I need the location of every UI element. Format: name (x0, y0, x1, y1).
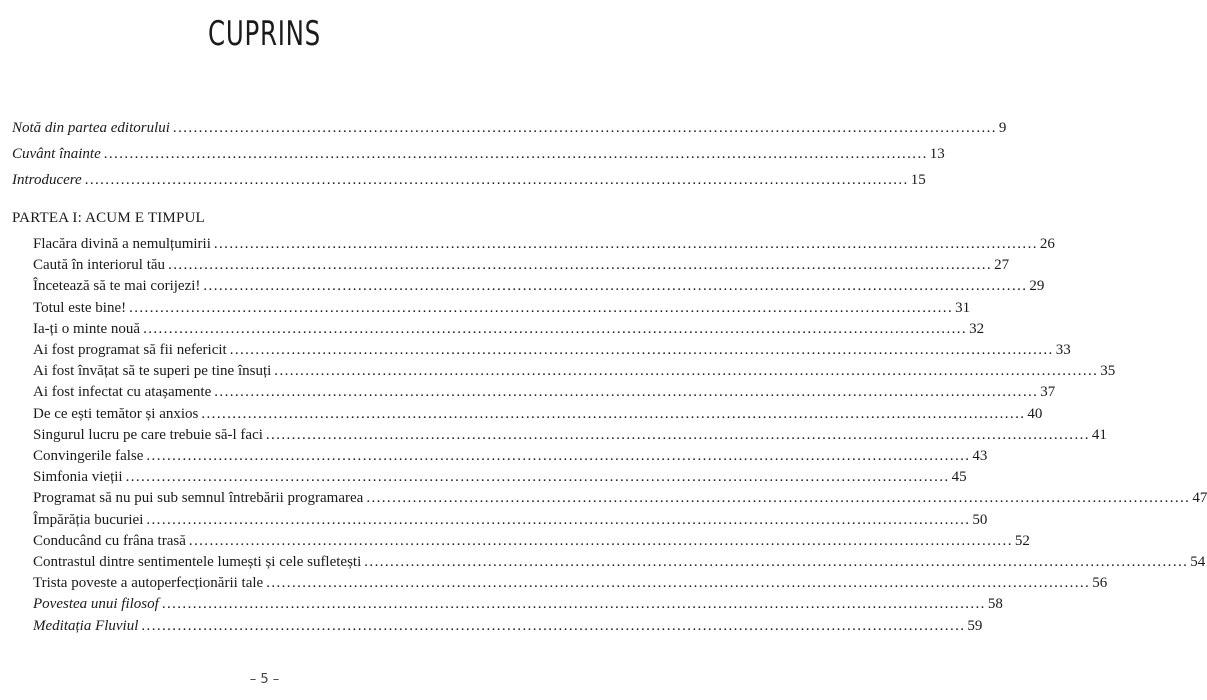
toc-leader: ................................................................................................................................................................ (188, 532, 1013, 549)
toc-entry-page: 56 (1092, 575, 1108, 592)
toc-leader: ................................................................................................................................................................ (203, 278, 1028, 295)
toc-entry-title: Notă din partea editorului (12, 120, 170, 136)
toc-entry-page: 52 (1014, 532, 1030, 549)
toc-entry[interactable] (33, 255, 1010, 275)
toc-leader: ................................................................................................................................................................ (103, 146, 928, 162)
toc-entry-page: 43 (972, 448, 988, 464)
toc-entry[interactable] (33, 616, 983, 636)
toc-entry-page: 35 (1100, 363, 1116, 380)
toc-entry[interactable] (33, 594, 1003, 614)
toc-leader: ................................................................................................................................................................ (201, 405, 1026, 422)
toc-leader: ................................................................................................................................................................ (229, 342, 1054, 358)
toc-entry-title: Împărăția bucuriei (33, 511, 144, 528)
toc-entry-title: Ai fost programat să fii nefericit (33, 342, 227, 358)
toc-leader: ................................................................................................................................................................ (366, 490, 1191, 507)
toc-entry-title: Ai fost infectat cu atașamente (33, 384, 212, 401)
toc-leader: ................................................................................................................................................................ (213, 236, 1038, 252)
toc-leader: ................................................................................................................................................................ (129, 299, 954, 316)
toc-leader: ................................................................................................................................................................ (141, 617, 966, 634)
toc-entry[interactable] (33, 404, 1043, 424)
toc-entry-title: Contrastul dintre sentimentele lumești și cele sufletești (33, 554, 362, 570)
toc-entry-page: 32 (969, 320, 985, 337)
toc-entry[interactable] (12, 170, 926, 190)
toc-leader: ................................................................................................................................................................ (265, 426, 1090, 443)
toc-entry[interactable] (33, 298, 971, 318)
toc-entry-page: 9 (998, 120, 1007, 136)
toc-entry-page: 15 (910, 172, 926, 188)
toc-entry-title: Programat să nu pui sub semnul întrebării programarea (33, 490, 364, 507)
toc-leader: ................................................................................................................................................................ (125, 469, 950, 486)
toc-entry-title: Ia-ți o minte nouă (33, 320, 141, 337)
toc-entry-title: De ce ești temător și anxios (33, 405, 199, 422)
toc-leader: ................................................................................................................................................................ (143, 320, 968, 337)
toc-entry[interactable] (33, 234, 1055, 254)
toc-leader: ................................................................................................................................................................ (146, 511, 971, 528)
toc-entry-title: Caută în interiorul tău (33, 257, 166, 274)
toc-entry-page: 13 (929, 146, 945, 162)
toc-entry-title: Conducând cu frâna trasă (33, 532, 186, 549)
toc-entry-title: Flacăra divină a nemulțumirii (33, 236, 211, 252)
toc-entry[interactable] (33, 552, 1206, 572)
toc-entry[interactable] (33, 319, 985, 339)
toc-leader: ................................................................................................................................................................ (266, 575, 1091, 592)
toc-leader: ................................................................................................................................................................ (146, 448, 971, 464)
toc-entry-page: 59 (967, 617, 983, 634)
toc-entry-page: 41 (1091, 426, 1107, 443)
toc-leader: ................................................................................................................................................................ (84, 172, 909, 188)
toc-entry[interactable] (33, 531, 1030, 551)
toc-entry[interactable] (12, 118, 1007, 138)
toc-entry[interactable] (33, 510, 988, 530)
toc-entry-page: 27 (994, 257, 1010, 274)
toc-entry-page: 45 (951, 469, 967, 486)
toc-entry[interactable] (33, 276, 1045, 296)
toc-entry-page: 40 (1027, 405, 1043, 422)
toc-entry-title: Introducere (12, 172, 82, 188)
toc-entry[interactable] (33, 446, 988, 466)
toc-entry-page: 33 (1055, 342, 1071, 358)
toc-entry-page: 50 (972, 511, 988, 528)
toc-entry-title: Convingerile false (33, 448, 144, 464)
toc-entry-page: 29 (1029, 278, 1045, 295)
page-title: CUPRINS (208, 14, 321, 54)
toc-entry[interactable] (12, 144, 945, 164)
section-heading: PARTEA I: ACUM E TIMPUL (12, 210, 205, 226)
toc-entry-title: Singurul lucru pe care trebuie să-l faci (33, 426, 263, 443)
toc-entry-title: Simfonia vieții (33, 469, 123, 486)
toc-entry-page: 31 (955, 299, 971, 316)
toc-entry-page: 37 (1040, 384, 1056, 401)
toc-entry[interactable] (33, 488, 1207, 508)
toc-entry-title: Trista poveste a autoperfecționării tale (33, 575, 264, 592)
toc-entry[interactable] (33, 467, 967, 487)
toc-leader: ................................................................................................................................................................ (364, 554, 1189, 570)
toc-leader: ................................................................................................................................................................ (214, 384, 1039, 401)
toc-entry[interactable] (33, 382, 1056, 402)
toc-entry[interactable] (33, 361, 1116, 381)
toc-entry-page: 58 (987, 596, 1003, 613)
toc-entry-title: Ai fost învățat să te superi pe tine însuți (33, 363, 272, 380)
toc-entry-page: 54 (1190, 554, 1206, 570)
toc-entry-title: Meditația Fluviul (33, 617, 139, 634)
toc-leader: ................................................................................................................................................................ (168, 257, 993, 274)
toc-entry-title: Încetează să te mai corijezi! (33, 278, 201, 295)
toc-leader: ................................................................................................................................................................ (161, 596, 986, 613)
toc-entry-page: 47 (1192, 490, 1207, 507)
toc-entry-title: Povestea unui filosof (33, 596, 159, 613)
page-number: – 5 – (249, 672, 280, 687)
toc-entry[interactable] (33, 573, 1108, 593)
toc-entry-title: Cuvânt înainte (12, 146, 101, 162)
toc-leader: ................................................................................................................................................................ (274, 363, 1099, 380)
toc-leader: ................................................................................................................................................................ (172, 120, 997, 136)
toc-entry[interactable] (33, 425, 1107, 445)
toc-entry-page: 26 (1039, 236, 1055, 252)
toc-entry[interactable] (33, 340, 1071, 360)
toc-entry-title: Totul este bine! (33, 299, 127, 316)
